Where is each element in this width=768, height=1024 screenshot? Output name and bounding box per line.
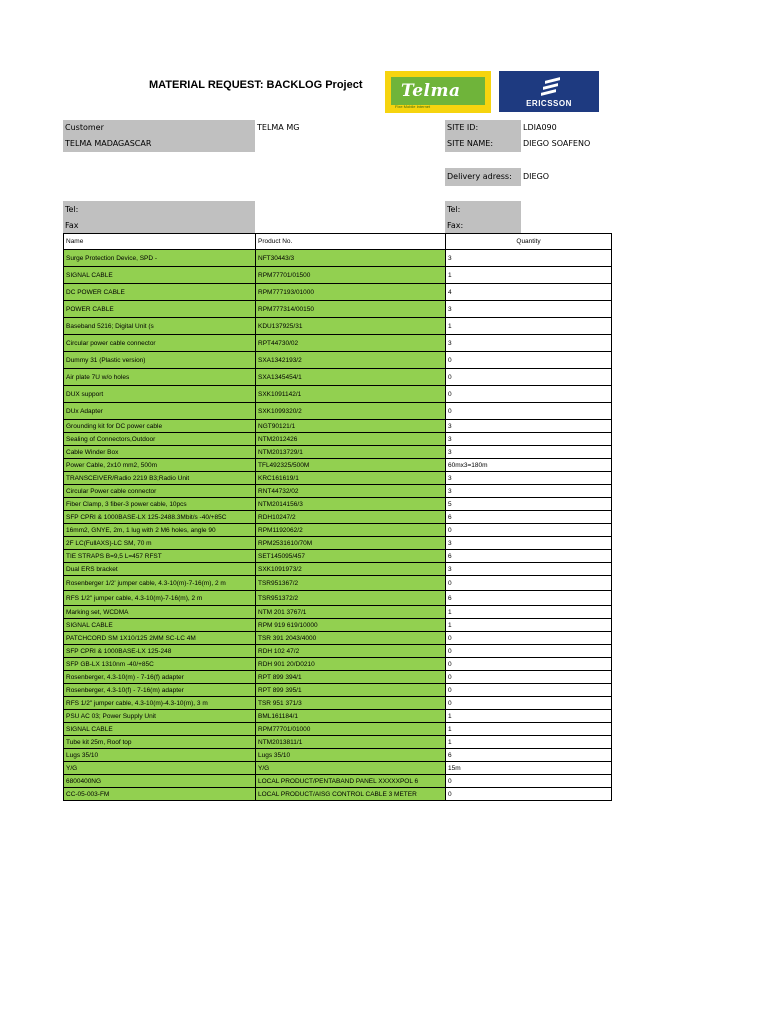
table-row	[64, 576, 612, 591]
item-name-cell: SFP CPRI & 1000BASE-LX 125-2488.3Mbit/s -40/+85C	[64, 511, 256, 524]
product-number-cell: NTM2014156/3	[256, 498, 446, 511]
item-name-cell: Baseband 5216; Digital Unit (s	[64, 318, 256, 335]
quantity-cell: 0	[446, 775, 612, 788]
item-name-cell: Y/G	[64, 762, 256, 775]
quantity-cell: 6	[446, 550, 612, 563]
fax-label-right: Fax:	[447, 221, 464, 230]
item-name-cell: DUx Adapter	[64, 403, 256, 420]
item-name-cell: Dual ERS bracket	[64, 563, 256, 576]
product-number-cell: KRC161619/1	[256, 472, 446, 485]
table-row	[64, 645, 612, 658]
product-number-cell: NTM2012426	[256, 433, 446, 446]
product-number-cell: NTM 201 3767/1	[256, 606, 446, 619]
product-number-cell: RPT44730/02	[256, 335, 446, 352]
quantity-cell: 3	[446, 537, 612, 550]
product-number-cell: Y/G	[256, 762, 446, 775]
product-number-cell: KDU137925/31	[256, 318, 446, 335]
product-number-cell: RPM777314/00150	[256, 301, 446, 318]
table-row	[64, 762, 612, 775]
product-number-cell: NTM2013811/1	[256, 736, 446, 749]
table-row	[64, 697, 612, 710]
item-name-cell: TRANSCEIVER/Radio 2219 B3;Radio Unit	[64, 472, 256, 485]
item-name-cell: RFS 1/2" jumper cable, 4.3-10(m)-4.3-10(m), 3 m	[64, 697, 256, 710]
table-row	[64, 386, 612, 403]
table-row	[64, 511, 612, 524]
product-number-cell: RPM77701/01000	[256, 723, 446, 736]
quantity-cell: 6	[446, 591, 612, 606]
quantity-cell: 1	[446, 606, 612, 619]
quantity-cell: 0	[446, 369, 612, 386]
table-row	[64, 684, 612, 697]
column-header-product: Product No.	[256, 234, 446, 250]
product-number-cell: RPT 899 394/1	[256, 671, 446, 684]
site-name-value: DIEGO SOAFENO	[523, 139, 591, 148]
quantity-cell: 0	[446, 671, 612, 684]
table-row	[64, 352, 612, 369]
product-number-cell: RDH10247/2	[256, 511, 446, 524]
quantity-cell: 1	[446, 723, 612, 736]
item-name-cell: SIGNAL CABLE	[64, 723, 256, 736]
quantity-cell: 3	[446, 301, 612, 318]
item-name-cell: SIGNAL CABLE	[64, 619, 256, 632]
table-row	[64, 658, 612, 671]
quantity-cell: 0	[446, 403, 612, 420]
item-name-cell: PSU AC 03; Power Supply Unit	[64, 710, 256, 723]
item-name-cell: Circular Power cable connector	[64, 485, 256, 498]
quantity-cell: 60mx3=180m	[446, 459, 612, 472]
table-row	[64, 723, 612, 736]
item-name-cell: Sealing of Connectors,Outdoor	[64, 433, 256, 446]
quantity-cell: 1	[446, 318, 612, 335]
table-row	[64, 550, 612, 563]
quantity-cell: 0	[446, 697, 612, 710]
tel-label-right: Tel:	[447, 205, 461, 214]
quantity-cell: 6	[446, 749, 612, 762]
quantity-cell: 3	[446, 563, 612, 576]
telma-logo-tagline: Fixe Mobile Internet	[395, 104, 431, 109]
quantity-cell: 3	[446, 420, 612, 433]
item-name-cell: RFS 1/2" jumper cable, 4.3-10(m)-7-16(m), 2 m	[64, 591, 256, 606]
product-number-cell: SXA1342193/2	[256, 352, 446, 369]
item-name-cell: DC POWER CABLE	[64, 284, 256, 301]
product-number-cell: RDH 901 20/D0210	[256, 658, 446, 671]
product-number-cell: NFT30443/3	[256, 250, 446, 267]
table-row	[64, 472, 612, 485]
product-number-cell: SXK1091142/1	[256, 386, 446, 403]
table-row	[64, 433, 612, 446]
table-row	[64, 284, 612, 301]
quantity-cell: 1	[446, 267, 612, 284]
product-number-cell: BML161184/1	[256, 710, 446, 723]
item-name-cell: Rosenberger, 4.3-10(f) - 7-16(m) adapter	[64, 684, 256, 697]
product-number-cell: Lugs 35/10	[256, 749, 446, 762]
quantity-cell: 0	[446, 576, 612, 591]
table-row	[64, 749, 612, 762]
item-name-cell: 16mm2, GNYE, 2m, 1 lug with 2 M6 holes, angle 90	[64, 524, 256, 537]
table-header-row	[64, 234, 612, 250]
table-row	[64, 775, 612, 788]
item-name-cell: Air plate 7U w/o holes	[64, 369, 256, 386]
site-id-value: LDIA090	[523, 123, 557, 132]
quantity-cell: 5	[446, 498, 612, 511]
quantity-cell: 4	[446, 284, 612, 301]
product-number-cell: SET145095/457	[256, 550, 446, 563]
item-name-cell: Rosenberger 1/2' jumper cable, 4.3-10(m)-7-16(m), 2 m	[64, 576, 256, 591]
table-row	[64, 420, 612, 433]
item-name-cell: DUX support	[64, 386, 256, 403]
product-number-cell: SXK1091973/2	[256, 563, 446, 576]
product-number-cell: RPM1192062/2	[256, 524, 446, 537]
product-number-cell: RPM 919 619/10000	[256, 619, 446, 632]
table-row	[64, 736, 612, 749]
quantity-cell: 1	[446, 736, 612, 749]
item-name-cell: Circular power cable connector	[64, 335, 256, 352]
ericsson-mark-icon	[543, 78, 559, 96]
item-name-cell: Power Cable, 2x10 mm2, 500m	[64, 459, 256, 472]
product-number-cell: TSR951372/2	[256, 591, 446, 606]
product-number-cell: TSR 951 371/3	[256, 697, 446, 710]
quantity-cell: 1	[446, 619, 612, 632]
table-row	[64, 563, 612, 576]
item-name-cell: 2F LC(FullAXS)-LC SM, 70 m	[64, 537, 256, 550]
table-row	[64, 459, 612, 472]
table-row	[64, 606, 612, 619]
product-number-cell: RDH 102 47/2	[256, 645, 446, 658]
product-number-cell: TFL492325/500M	[256, 459, 446, 472]
quantity-cell: 0	[446, 352, 612, 369]
item-name-cell: SFP CPRI & 1000BASE-LX 125-248	[64, 645, 256, 658]
quantity-cell: 0	[446, 524, 612, 537]
product-number-cell: LOCAL PRODUCT/PENTABAND PANEL XXXXXPOL 6	[256, 775, 446, 788]
table-row	[64, 498, 612, 511]
product-number-cell: RPM777193/01000	[256, 284, 446, 301]
item-name-cell: Lugs 35/10	[64, 749, 256, 762]
table-row	[64, 619, 612, 632]
delivery-value: DIEGO	[523, 172, 550, 181]
table-row	[64, 524, 612, 537]
company-value: TELMA MG	[257, 123, 300, 132]
ericsson-logo-word: ERICSSON	[526, 99, 572, 108]
product-number-cell: LOCAL PRODUCT/AISG CONTROL CABLE 3 METER	[256, 788, 446, 801]
item-name-cell: 6800400NG	[64, 775, 256, 788]
fax-label-left: Fax	[65, 221, 79, 230]
product-number-cell: TSR 391 2043/4000	[256, 632, 446, 645]
table-row	[64, 301, 612, 318]
site-id-label: SITE ID:	[445, 120, 521, 136]
item-name-cell: CC-05-003-FM	[64, 788, 256, 801]
product-number-cell: NGT90121/1	[256, 420, 446, 433]
material-table	[63, 233, 612, 801]
table-row	[64, 632, 612, 645]
product-number-cell: RPM77701/01500	[256, 267, 446, 284]
table-row	[64, 267, 612, 284]
item-name-cell: Grounding kit for DC power cable	[64, 420, 256, 433]
ericsson-logo	[499, 71, 599, 112]
quantity-cell: 0	[446, 632, 612, 645]
product-number-cell: TSR951367/2	[256, 576, 446, 591]
table-row	[64, 537, 612, 550]
product-number-cell: NTM2013729/1	[256, 446, 446, 459]
customer-label: Customer	[65, 123, 104, 132]
quantity-cell: 0	[446, 658, 612, 671]
delivery-label: Delivery adress:	[445, 168, 521, 186]
quantity-cell: 3	[446, 433, 612, 446]
item-name-cell: POWER CABLE	[64, 301, 256, 318]
quantity-cell: 3	[446, 335, 612, 352]
customer-value: TELMA MADAGASCAR	[65, 139, 152, 148]
table-row	[64, 671, 612, 684]
product-number-cell: RPM2531610/70M	[256, 537, 446, 550]
item-name-cell: PATCHCORD SM 1X10/125 2MM SC-LC 4M	[64, 632, 256, 645]
product-number-cell: RPT 899 395/1	[256, 684, 446, 697]
table-row	[64, 446, 612, 459]
table-row	[64, 318, 612, 335]
item-name-cell: Fiber Clamp, 3 fiber-3 power cable, 10pcs	[64, 498, 256, 511]
item-name-cell: Cable Winder Box	[64, 446, 256, 459]
quantity-cell: 15m	[446, 762, 612, 775]
table-row	[64, 369, 612, 386]
table-row	[64, 485, 612, 498]
tel-label-left: Tel:	[65, 205, 79, 214]
table-row	[64, 403, 612, 420]
quantity-cell: 6	[446, 511, 612, 524]
product-number-cell: SXK1099320/2	[256, 403, 446, 420]
table-row	[64, 591, 612, 606]
item-name-cell: Surge Protection Device, SPD -	[64, 250, 256, 267]
site-name-label: SITE NAME:	[445, 136, 521, 152]
page-title: MATERIAL REQUEST: BACKLOG Project	[149, 79, 363, 91]
table-row	[64, 335, 612, 352]
column-header-name: Name	[64, 234, 256, 250]
item-name-cell: TIE STRAPS B=9,5 L=457 RFST	[64, 550, 256, 563]
quantity-cell: 0	[446, 386, 612, 403]
quantity-cell: 3	[446, 250, 612, 267]
item-name-cell: SIGNAL CABLE	[64, 267, 256, 284]
table-row	[64, 250, 612, 267]
item-name-cell: Dummy 31 (Plastic version)	[64, 352, 256, 369]
product-number-cell: SXA1345454/1	[256, 369, 446, 386]
item-name-cell: Rosenberger, 4.3-10(m) - 7-16(f) adapter	[64, 671, 256, 684]
quantity-cell: 1	[446, 710, 612, 723]
telma-logo-word: Telma	[401, 81, 461, 101]
quantity-cell: 0	[446, 788, 612, 801]
table-row	[64, 788, 612, 801]
table-row	[64, 710, 612, 723]
item-name-cell: Tube kit 25m, Roof top	[64, 736, 256, 749]
quantity-cell: 0	[446, 684, 612, 697]
item-name-cell: SFP GB-LX 1310nm -40/+85C	[64, 658, 256, 671]
quantity-cell: 3	[446, 485, 612, 498]
item-name-cell: Marking set, WCDMA	[64, 606, 256, 619]
quantity-cell: 3	[446, 472, 612, 485]
quantity-cell: 3	[446, 446, 612, 459]
column-header-quantity: Quantity	[446, 234, 612, 250]
telma-logo	[385, 71, 491, 113]
quantity-cell: 0	[446, 645, 612, 658]
product-number-cell: RNT44732/02	[256, 485, 446, 498]
